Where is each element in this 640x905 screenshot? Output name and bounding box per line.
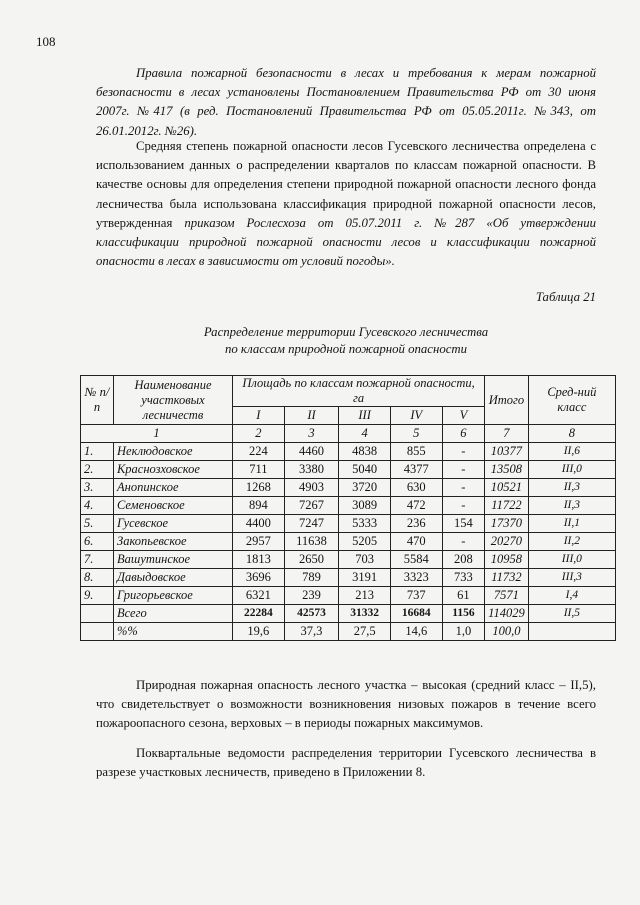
header-class: I [233, 407, 285, 425]
index-cell: 2 [233, 425, 285, 443]
row-avg-class: I,4 [528, 587, 615, 605]
fire-hazard-paragraph: Природная пожарная опасность лесного участка – высокая (средний класс – II,5), что свидетельствует о возможности возникновения низовых пожаров в течение всего пожароопасного сезона, верховых – в периоды пожарных максимумов. [96, 678, 596, 731]
row-total: 7571 [485, 587, 529, 605]
row-area-value: 470 [390, 533, 442, 551]
row-avg-class: II,5 [528, 605, 615, 623]
fire-class-table [80, 375, 616, 641]
row-area-value: 7267 [284, 497, 339, 515]
row-area-value: 239 [284, 587, 339, 605]
row-forestry-name: Давыдовское [114, 569, 233, 587]
row-area-value: 1268 [233, 479, 285, 497]
row-label: Всего [114, 605, 233, 623]
row-area-value: 224 [233, 443, 285, 461]
row-total: 10377 [485, 443, 529, 461]
rules-paragraph: Правила пожарной безопасности в лесах и требования к мерам пожарной безопасности в лесах установлены Постановлением Правительства РФ от 30 июня 2007г. №417 (в ред. Постановлений Правительства РФ от 05.05.2011г. №343, от 26.01.2012г. №26). [96, 66, 596, 138]
row-avg-class: II,6 [528, 443, 615, 461]
row-area-value: 208 [442, 551, 485, 569]
index-cell: 8 [528, 425, 615, 443]
row-forestry-name: Вашутинское [114, 551, 233, 569]
header-total: Итого [485, 376, 529, 425]
row-number [81, 605, 114, 623]
row-area-value: 154 [442, 515, 485, 533]
row-area-value: 3323 [390, 569, 442, 587]
row-forestry-name: Закопьевское [114, 533, 233, 551]
row-area-value: 1,0 [442, 623, 485, 641]
row-number: 3. [81, 479, 114, 497]
index-cell: 6 [442, 425, 485, 443]
row-area-value: 5333 [339, 515, 391, 533]
row-area-value: 4460 [284, 443, 339, 461]
row-area-value: 11638 [284, 533, 339, 551]
header-class: II [284, 407, 339, 425]
row-avg-class: II,3 [528, 479, 615, 497]
row-area-value: - [442, 497, 485, 515]
row-number: 1. [81, 443, 114, 461]
row-total: 20270 [485, 533, 529, 551]
row-total: 100,0 [485, 623, 529, 641]
row-area-value: 213 [339, 587, 391, 605]
row-area-value: 2650 [284, 551, 339, 569]
row-total: 11722 [485, 497, 529, 515]
row-total: 10958 [485, 551, 529, 569]
row-area-value: - [442, 461, 485, 479]
row-forestry-name: Анопинское [114, 479, 233, 497]
row-area-value: - [442, 479, 485, 497]
index-cell: 5 [390, 425, 442, 443]
row-total: 13508 [485, 461, 529, 479]
row-avg-class: II,2 [528, 533, 615, 551]
row-area-value: 894 [233, 497, 285, 515]
table-row [81, 479, 616, 497]
row-area-value: 3380 [284, 461, 339, 479]
table-title-line: Распределение территории Гусевского лесничества [203, 325, 489, 339]
row-area-value: 236 [390, 515, 442, 533]
row-area-value: 789 [284, 569, 339, 587]
row-forestry-name: Краснозховское [114, 461, 233, 479]
row-area-value: 22284 [233, 605, 285, 623]
row-area-value: 3696 [233, 569, 285, 587]
row-number: 8. [81, 569, 114, 587]
row-area-value: 4377 [390, 461, 442, 479]
row-area-value: 630 [390, 479, 442, 497]
index-cell: 4 [339, 425, 391, 443]
row-area-value: 16684 [390, 605, 442, 623]
header-num: № п/п [81, 376, 114, 425]
row-area-value: 703 [339, 551, 391, 569]
row-total: 11732 [485, 569, 529, 587]
table-row [81, 569, 616, 587]
row-area-value: 42573 [284, 605, 339, 623]
header-name: Наименование участковых лесничеств [114, 376, 233, 425]
table-row [81, 461, 616, 479]
intro-plain-text: Средняя степень пожарной опасности лесов Гусевского лесничества определена с использованием данных о распределении кварталов по классам пожарной опасности. В качестве основы для определения степени природной пожарной опасности лесного фонда лесничества была использована классификация природной пожарной опасности лесов, утвержденная [96, 139, 596, 230]
header-avg-class: Сред-ний класс [528, 376, 615, 425]
row-area-value: 4838 [339, 443, 391, 461]
total-row [81, 605, 616, 623]
table-row [81, 533, 616, 551]
index-cell: 7 [485, 425, 529, 443]
row-forestry-name: Григорьевское [114, 587, 233, 605]
table-label: Таблица 21 [535, 290, 596, 304]
row-number: 7. [81, 551, 114, 569]
row-avg-class: II,3 [528, 497, 615, 515]
row-area-value: 1156 [442, 605, 485, 623]
row-area-value: 4400 [233, 515, 285, 533]
row-area-value: 855 [390, 443, 442, 461]
table-row [81, 515, 616, 533]
row-area-value: 737 [390, 587, 442, 605]
row-area-value: 19,6 [233, 623, 285, 641]
index-cell: 1 [81, 425, 233, 443]
table-row [81, 587, 616, 605]
row-area-value: 61 [442, 587, 485, 605]
row-area-value: 27,5 [339, 623, 391, 641]
row-area-value: 5040 [339, 461, 391, 479]
table-title [96, 324, 596, 358]
table-title-line: по классам природной пожарной опасности [224, 342, 468, 356]
table-row [81, 551, 616, 569]
row-number: 9. [81, 587, 114, 605]
row-area-value: 31332 [339, 605, 391, 623]
row-avg-class: III,0 [528, 551, 615, 569]
row-area-value: 711 [233, 461, 285, 479]
row-forestry-name: Семеновское [114, 497, 233, 515]
row-area-value: 4903 [284, 479, 339, 497]
row-area-value: 14,6 [390, 623, 442, 641]
appendix-paragraph: Поквартальные ведомости распределения территории Гусевского лесничества в разрезе участковых лесничеств, приведено в Приложении 8. [96, 746, 596, 780]
row-label: %% [114, 623, 233, 641]
row-forestry-name: Гусевское [114, 515, 233, 533]
row-total: 114029 [485, 605, 529, 623]
row-avg-class [528, 623, 615, 641]
intro-paragraph [96, 137, 596, 271]
row-area-value: 1813 [233, 551, 285, 569]
row-area-value: 3191 [339, 569, 391, 587]
row-avg-class: II,1 [528, 515, 615, 533]
row-number [81, 623, 114, 641]
index-row [81, 425, 616, 443]
row-area-value: 5205 [339, 533, 391, 551]
row-forestry-name: Неклюдовское [114, 443, 233, 461]
row-number: 5. [81, 515, 114, 533]
row-area-value: 472 [390, 497, 442, 515]
row-area-value: 3089 [339, 497, 391, 515]
table-row [81, 497, 616, 515]
row-area-value: 733 [442, 569, 485, 587]
header-class: IV [390, 407, 442, 425]
header-area: Площадь по классам пожарной опасности, га [233, 376, 485, 407]
row-total: 10521 [485, 479, 529, 497]
header-class: V [442, 407, 485, 425]
row-area-value: 3720 [339, 479, 391, 497]
row-area-value: 37,3 [284, 623, 339, 641]
row-number: 6. [81, 533, 114, 551]
intro-order-reference: приказом Рослесхоза от 05.07.2011 г. №287 «Об утверждении классификации природной пожарной опасности лесов и классификации пожарной опасности в лесах в зависимости от условий погоды». [96, 215, 597, 269]
header-class: III [339, 407, 391, 425]
index-cell: 3 [284, 425, 339, 443]
table-row [81, 443, 616, 461]
row-number: 2. [81, 461, 114, 479]
row-area-value: - [442, 533, 485, 551]
row-area-value: 7247 [284, 515, 339, 533]
row-area-value: 2957 [233, 533, 285, 551]
row-avg-class: III,3 [528, 569, 615, 587]
row-avg-class: III,0 [528, 461, 615, 479]
row-total: 17370 [485, 515, 529, 533]
percent-row [81, 623, 616, 641]
page-number: 108 [36, 34, 56, 49]
row-number: 4. [81, 497, 114, 515]
row-area-value: 6321 [233, 587, 285, 605]
row-area-value: - [442, 443, 485, 461]
row-area-value: 5584 [390, 551, 442, 569]
